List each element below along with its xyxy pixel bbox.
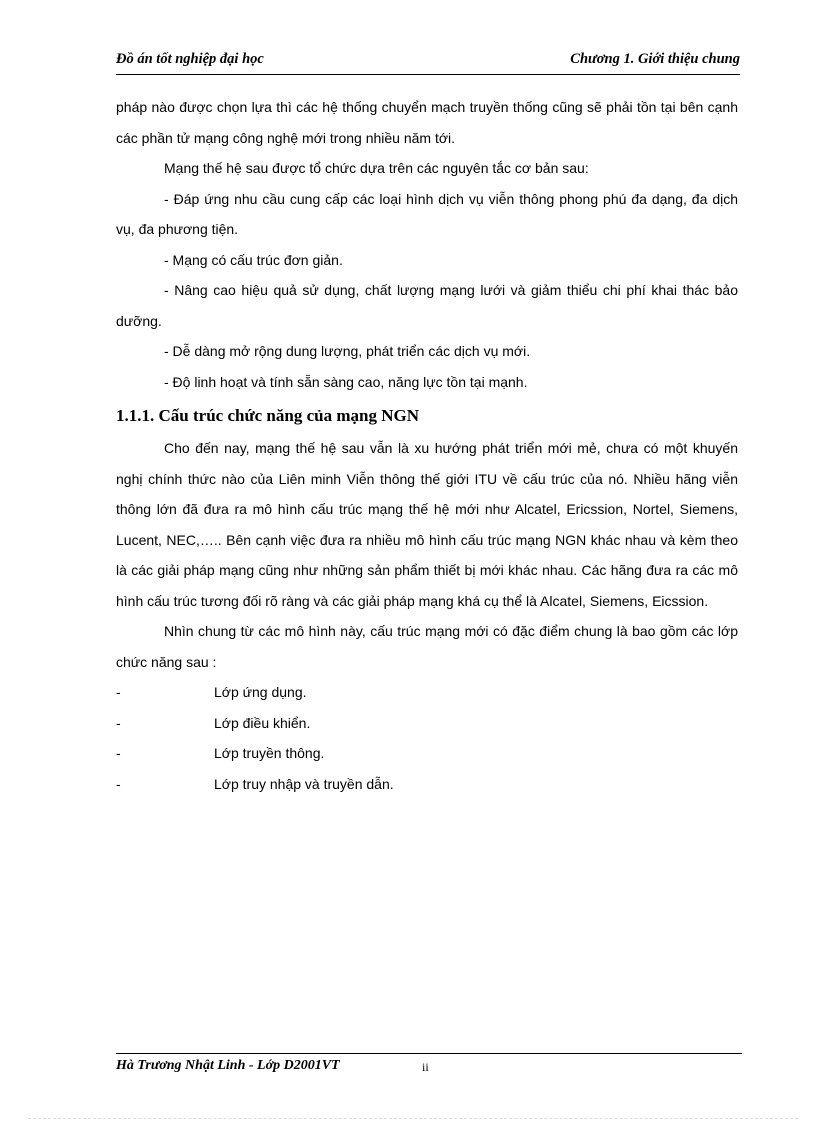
bullet-paragraph: - Đáp ứng nhu cầu cung cấp các loại hình dịch vụ viễn thông phong phú đa dạng, đa dịch vụ, đa phương tiện. <box>116 190 738 237</box>
paragraph: Cho đến nay, mạng thế hệ sau vẫn là xu hướng phát triển mới mẻ, chưa có một khuyến nghị chính thức nào của Liên minh Viễn thông thế giới ITU về cấu trúc của nó. Nhiều hãng viễn thông lớn đã đưa ra mô hình cấu trúc mạng thế hệ mới như Alcatel, Ericssion, Nortel, Siemens, Lucent, NEC,….. Bên cạnh việc đưa ra nhiều mô hình cấu trúc mạng NGN khác nhau và kèm theo là các giải pháp mạng cũng như những sản phẩm thiết bị mới khác nhau. Các hãng đưa ra các mô hình cấu trúc tương đối rõ ràng và các giải pháp mạng khá cụ thể là Alcatel, Siemens, Eicssion. <box>116 440 738 609</box>
page-number: ii <box>422 1060 429 1074</box>
header-chapter-title: Chương 1. Giới thiệu chung <box>570 51 740 67</box>
list-item-text: Lớp truy nhập và truyền dẫn. <box>214 775 394 792</box>
paragraph: Nhìn chung từ các mô hình này, cấu trúc mạng mới có đặc điểm chung là bao gồm các lớp chức năng sau : <box>116 623 738 670</box>
paragraph: pháp nào được chọn lựa thì các hệ thống chuyển mạch truyền thống cũng sẽ phải tồn tại bên cạnh các phần tử mạng công nghệ mới trong nhiều năm tới. <box>116 99 738 146</box>
section-heading: 1.1.1. Cấu trúc chức năng của mạng NGN <box>116 406 419 425</box>
list-item-text: Lớp điều khiển. <box>214 714 311 731</box>
body-text <box>116 92 738 799</box>
bullet-paragraph: - Nâng cao hiệu quả sử dụng, chất lượng mạng lưới và giảm thiểu chi phí khai thác bảo dưỡng. <box>116 282 738 329</box>
list-dash: - <box>116 714 121 731</box>
list-item <box>116 769 738 800</box>
bullet-paragraph: - Mạng có cấu trúc đơn giản. <box>164 251 343 268</box>
list-dash: - <box>116 684 121 700</box>
list-dash: - <box>116 745 121 761</box>
bullet-paragraph: - Dễ dàng mở rộng dung lượng, phát triển các dịch vụ mới. <box>164 343 531 359</box>
footer-author: Hà Trương Nhật Linh - Lớp D2001VT <box>116 1058 340 1073</box>
layer-list <box>116 677 738 799</box>
page-header <box>116 48 740 75</box>
list-dash: - <box>116 775 121 792</box>
list-item-text: Lớp ứng dụng. <box>214 684 307 700</box>
list-item <box>116 708 738 739</box>
paragraph: Mạng thế hệ sau được tổ chức dựa trên các nguyên tắc cơ bản sau: <box>164 160 589 176</box>
list-item-text: Lớp truyền thông. <box>214 745 325 761</box>
bullet-paragraph: - Độ linh hoạt và tính sẵn sàng cao, năng lực tồn tại mạnh. <box>164 373 528 390</box>
list-item <box>116 738 738 769</box>
page-footer <box>116 1053 742 1078</box>
header-document-title: Đồ án tốt nghiệp đại học <box>116 51 264 67</box>
page-edge-divider <box>28 1118 798 1119</box>
list-item <box>116 677 738 708</box>
